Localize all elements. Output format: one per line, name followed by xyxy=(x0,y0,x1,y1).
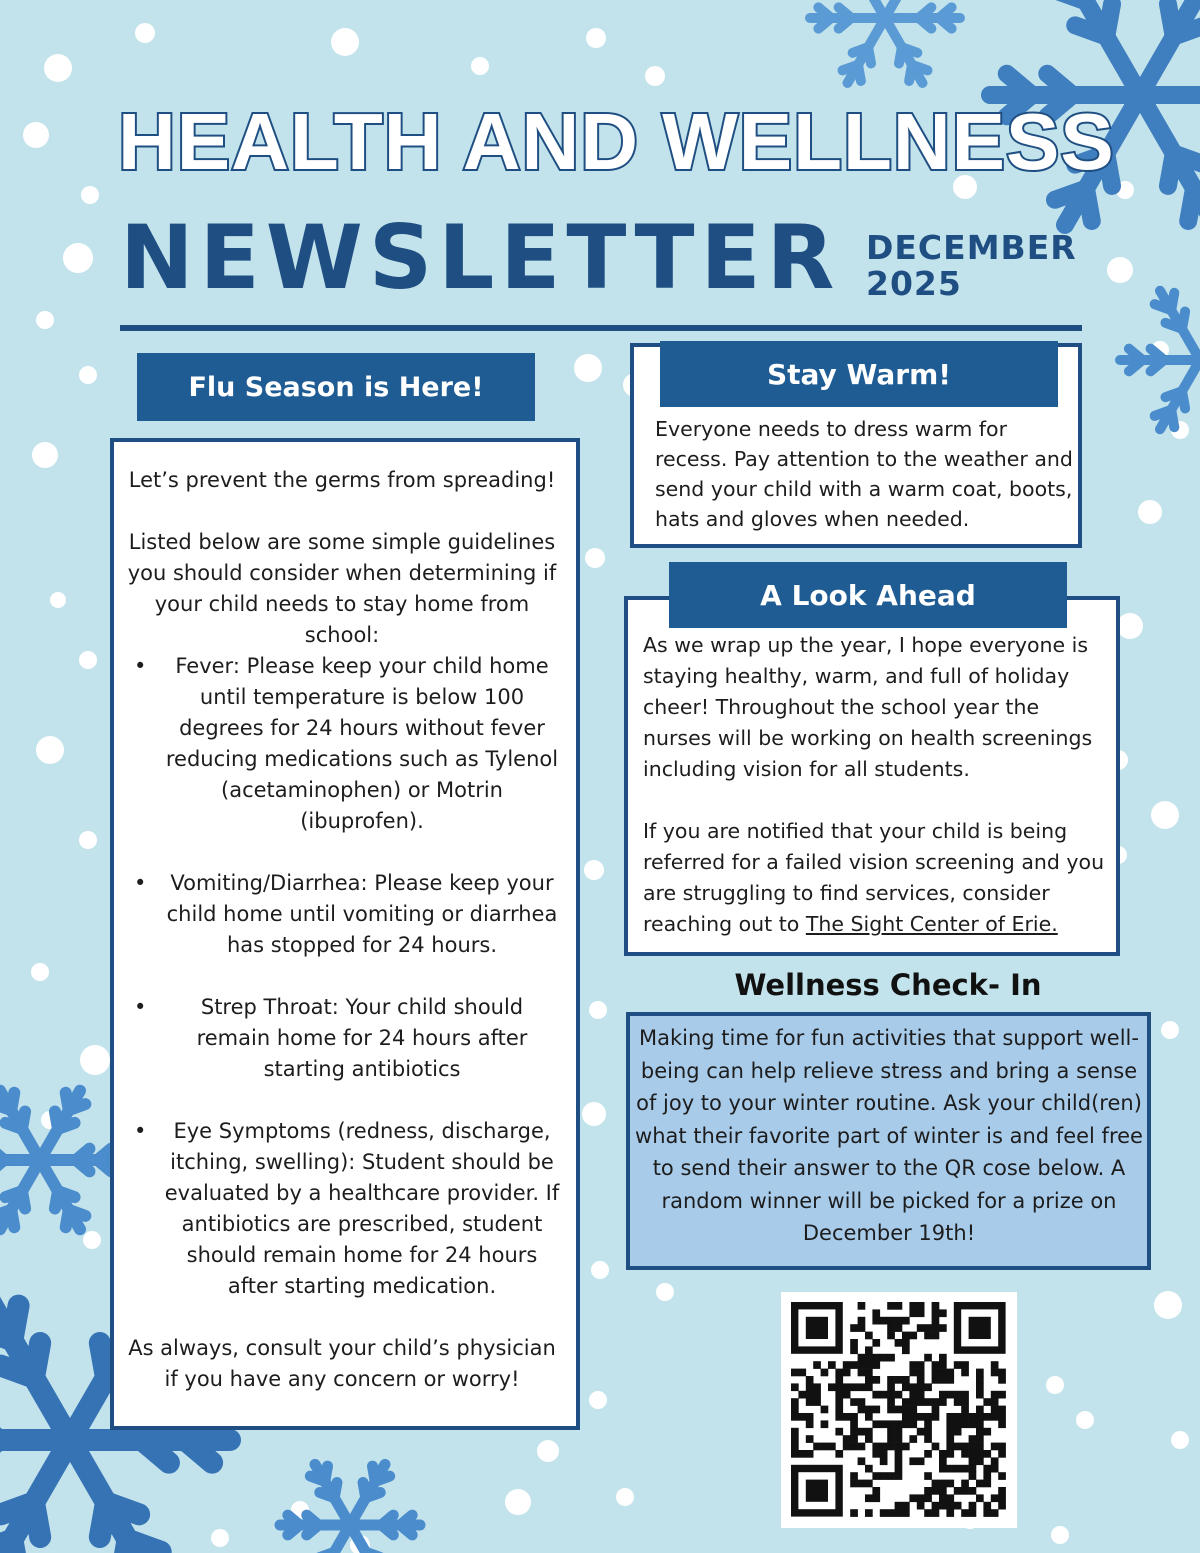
snow-dot xyxy=(1046,1376,1064,1394)
snow-dot xyxy=(79,651,97,669)
snow-dot xyxy=(537,1440,559,1462)
flu-section-body xyxy=(122,465,562,1395)
issue-date xyxy=(866,230,1077,302)
snow-dot xyxy=(645,66,665,86)
issue-year: 2025 xyxy=(866,264,962,303)
snow-dot xyxy=(32,442,58,468)
bullet: • xyxy=(134,871,147,895)
snow-dot xyxy=(586,28,606,48)
snow-dot xyxy=(585,548,605,568)
flu-section-heading: Flu Season is Here! xyxy=(137,353,535,421)
header-divider xyxy=(120,325,1082,331)
title-health-and-wellness: HEALTH AND WELLNESS xyxy=(118,97,1115,186)
qr-code[interactable] xyxy=(781,1292,1017,1528)
stay-warm-body: Everyone needs to dress warm for recess. Pay attention to the weather and send your child with a warm coat, boots, hats and gloves when needed. xyxy=(655,417,1073,531)
issue-month: DECEMBER xyxy=(866,228,1077,267)
bullet: • xyxy=(134,995,147,1019)
look-ahead-para-2: If you are notified that your child is being referred for a failed vision screening and you are struggling to find services, consider reaching out to The Sight Center of Erie. xyxy=(643,819,1105,936)
snow-dot xyxy=(1171,1431,1189,1449)
snow-dot xyxy=(80,1045,110,1075)
look-ahead-para-1: As we wrap up the year, I hope everyone is staying healthy, warm, and full of holiday cheer! Throughout the school year the nurses will be working on health screenings including vision for all students. xyxy=(643,633,1093,781)
title-newsletter: NEWSLETTER xyxy=(120,206,841,309)
snow-dot xyxy=(589,1001,607,1019)
snow-dot xyxy=(1161,1021,1179,1039)
snow-dot xyxy=(505,1489,531,1515)
snow-dot xyxy=(591,1261,609,1279)
snow-dot xyxy=(574,354,602,382)
list-item: • Vomiting/Diarrhea: Please keep your child home until vomiting or diarrhea has stopped for 24 hours. xyxy=(122,868,562,961)
bullet: • xyxy=(134,1119,147,1143)
sight-center-link[interactable]: The Sight Center of Erie. xyxy=(805,912,1058,936)
snow-dot xyxy=(589,1391,607,1409)
list-item: • Eye Symptoms (redness, discharge, itching, swelling): Student should be evaluated by a healthcare provider. If antibiotics are prescribed, student should remain home for 24 hours after starting medication. xyxy=(122,1116,562,1302)
snowflake-icon xyxy=(810,0,960,83)
snow-dot xyxy=(584,860,604,880)
flu-guidelines: Listed below are some simple guidelines you should consider when determining if your child needs to stay home from school: xyxy=(127,530,557,647)
flu-guideline-list xyxy=(122,651,562,1302)
snow-dot xyxy=(1151,801,1179,829)
stay-warm-heading: Stay Warm! xyxy=(660,341,1058,407)
list-item: • Strep Throat: Your child should remain home for 24 hours after starting antibiotics xyxy=(122,992,562,1085)
snow-dot xyxy=(63,243,93,273)
snow-dot xyxy=(1051,1526,1069,1544)
snow-dot xyxy=(211,1529,229,1547)
snow-dot xyxy=(79,366,97,384)
flu-intro: Let’s prevent the germs from spreading! xyxy=(128,468,556,492)
snow-dot xyxy=(471,57,489,75)
snow-dot xyxy=(1076,1411,1094,1429)
bullet: • xyxy=(134,654,147,678)
snow-dot xyxy=(1138,500,1162,524)
snow-dot xyxy=(1107,257,1133,283)
list-item: • Fever: Please keep your child home until temperature is below 100 degrees for 24 hours without fever reducing medications such as Tylenol (acetaminophen) or Motrin (ibuprofen). xyxy=(122,651,562,837)
qr-code-pattern xyxy=(781,1292,1017,1528)
snow-dot xyxy=(1117,613,1143,639)
snow-dot xyxy=(616,1488,634,1506)
snow-dot xyxy=(44,54,72,82)
snow-dot xyxy=(31,963,49,981)
snow-dot xyxy=(36,311,54,329)
snow-dot xyxy=(23,122,49,148)
wellness-heading: Wellness Check- In xyxy=(734,968,1042,1002)
snow-dot xyxy=(79,831,97,849)
snow-dot xyxy=(656,1283,674,1301)
flu-closing: As always, consult your child’s physician if you have any concern or worry! xyxy=(128,1336,556,1391)
look-ahead-heading: A Look Ahead xyxy=(669,562,1067,628)
snow-dot xyxy=(582,1102,606,1126)
snow-dot xyxy=(36,736,64,764)
wellness-body: Making time for fun activities that support well-being can help relieve stress and bring a sense of joy to your winter routine. Ask your child(ren) what their favorite part of winter is and feel free to send their answer to the QR cose below. A random winner will be picked for a prize on December 19th! xyxy=(635,1026,1143,1245)
snow-dot xyxy=(331,28,359,56)
snowflake-icon xyxy=(1120,291,1200,430)
snow-dot xyxy=(135,23,155,43)
look-ahead-body xyxy=(643,630,1113,940)
snowflake-icon xyxy=(0,1091,120,1230)
snow-dot xyxy=(1154,1291,1182,1319)
snow-dot xyxy=(83,1231,101,1249)
snow-dot xyxy=(50,592,66,608)
snow-dot xyxy=(81,186,99,204)
